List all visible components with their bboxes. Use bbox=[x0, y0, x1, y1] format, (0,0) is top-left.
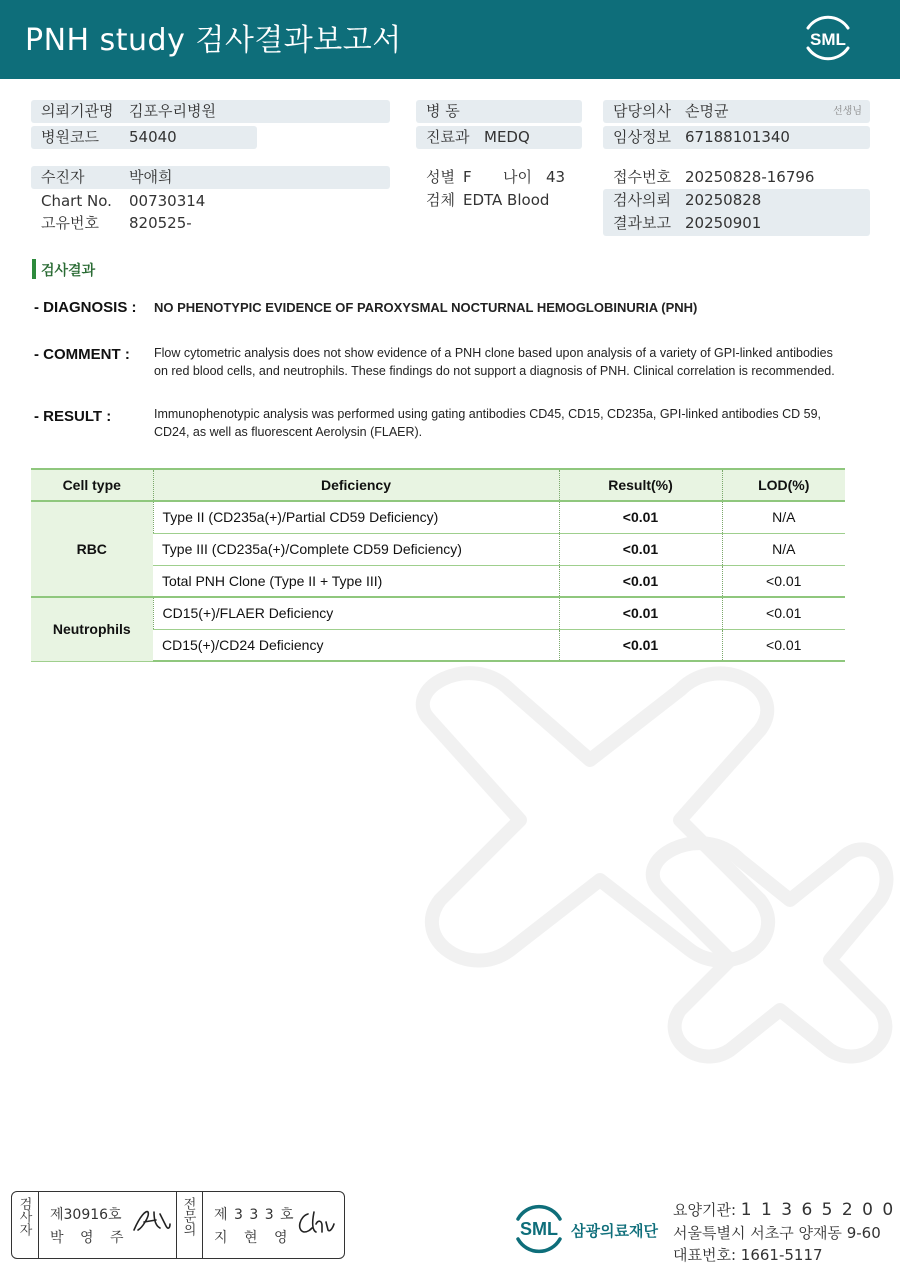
sex-value: F bbox=[463, 168, 472, 186]
specimen-value: EDTA Blood bbox=[463, 191, 550, 209]
institution-code-label: 요양기관: bbox=[673, 1201, 737, 1219]
patient-field bbox=[31, 166, 390, 189]
lod-cell: <0.01 bbox=[722, 597, 845, 629]
deficiency-cell: Total PNH Clone (Type II + Type III) bbox=[153, 565, 559, 597]
svg-text:SML: SML bbox=[520, 1219, 558, 1239]
divider bbox=[176, 1192, 177, 1258]
result-cell: <0.01 bbox=[559, 501, 722, 533]
results-table bbox=[31, 468, 845, 662]
doctor-suffix: 선생님 bbox=[833, 106, 862, 117]
table-row bbox=[31, 565, 845, 597]
requesting-institution-field bbox=[31, 100, 390, 123]
sex-label: 성별 bbox=[426, 168, 455, 186]
result-cell: <0.01 bbox=[559, 597, 722, 629]
svg-text:SML: SML bbox=[810, 30, 846, 49]
specialist-name: 지 현 영 bbox=[214, 1230, 294, 1246]
footer-address: 서울특별시 서초구 양재동 9-60 bbox=[673, 1224, 881, 1242]
result-report-value: 20250901 bbox=[685, 214, 762, 232]
unique-no-value: 820525- bbox=[129, 214, 192, 232]
signature-box bbox=[11, 1191, 345, 1259]
cell-type-rbc: RBC bbox=[31, 501, 153, 597]
chart-no-field bbox=[31, 190, 390, 213]
header-deficiency: Deficiency bbox=[153, 469, 559, 501]
clinical-info-field bbox=[603, 126, 870, 149]
chart-no-value: 00730314 bbox=[129, 192, 206, 210]
result-cell: <0.01 bbox=[559, 565, 722, 597]
divider bbox=[202, 1192, 203, 1258]
unique-no-field bbox=[31, 212, 390, 235]
diagnosis-text: NO PHENOTYPIC EVIDENCE OF PAROXYSMAL NOCTURNAL HEMOGLOBINURIA (PNH) bbox=[154, 300, 698, 315]
patient-value: 박애희 bbox=[129, 168, 173, 186]
hospital-code-label: 병원코드 bbox=[41, 128, 99, 146]
test-request-label: 검사의뢰 bbox=[613, 191, 671, 209]
table-header-row bbox=[31, 469, 845, 501]
deficiency-cell: CD15(+)/CD24 Deficiency bbox=[153, 629, 559, 661]
result-label: - RESULT : bbox=[34, 408, 112, 425]
sex-age-field bbox=[416, 166, 582, 189]
doctor-value: 손명균 bbox=[685, 102, 729, 120]
header-cell-type: Cell type bbox=[31, 469, 153, 501]
examiner-label bbox=[14, 1197, 34, 1242]
watermark-icon bbox=[360, 650, 900, 1080]
patient-label: 수진자 bbox=[41, 168, 85, 186]
hospital-code-field bbox=[31, 126, 257, 149]
table-row bbox=[31, 501, 845, 533]
lod-cell: N/A bbox=[722, 501, 845, 533]
report-header bbox=[0, 0, 900, 79]
lod-cell: N/A bbox=[722, 533, 845, 565]
receipt-no-label: 접수번호 bbox=[613, 168, 671, 186]
specialist-label bbox=[178, 1197, 198, 1242]
header-lod: LOD(%) bbox=[722, 469, 845, 501]
header-result: Result(%) bbox=[559, 469, 722, 501]
sml-footer-logo-icon bbox=[510, 1199, 568, 1257]
unique-no-label: 고유번호 bbox=[41, 214, 99, 232]
department-label: 진료과 bbox=[426, 128, 470, 146]
doctor-label: 담당의사 bbox=[613, 102, 671, 120]
lod-cell: <0.01 bbox=[722, 565, 845, 597]
clinical-info-label: 임상정보 bbox=[613, 128, 671, 146]
comment-text: Flow cytometric analysis does not show evidence of a PNH clone based upon analysis of a variety of GPI-linked antibodies on red blood cells, and neutrophils. These findings do not support a diagnosis of PNH. Clinical correlation is recommended. bbox=[154, 346, 835, 378]
lod-cell: <0.01 bbox=[722, 629, 845, 661]
age-value: 43 bbox=[546, 168, 566, 186]
footer-org-name: 삼광의료재단 bbox=[571, 1222, 658, 1240]
hospital-code-value: 54040 bbox=[129, 128, 177, 146]
examiner-label-text: 검사자 bbox=[16, 1197, 32, 1236]
divider bbox=[38, 1192, 39, 1258]
phone-value: 1661-5117 bbox=[740, 1246, 823, 1264]
request-report-field bbox=[603, 189, 870, 236]
section-title: 검사결과 bbox=[41, 263, 96, 279]
receipt-no-field bbox=[603, 166, 870, 189]
examiner-signature-icon bbox=[130, 1206, 172, 1236]
specimen-field bbox=[416, 189, 582, 212]
deficiency-cell: Type III (CD235a(+)/Complete CD59 Deficiency) bbox=[153, 533, 559, 565]
institution-code-line bbox=[673, 1199, 895, 1220]
department-value: MEDQ bbox=[484, 128, 530, 146]
test-request-value: 20250828 bbox=[685, 191, 762, 209]
report-title: PNH study 검사결과보고서 bbox=[25, 23, 402, 58]
clinical-info-value: 67188101340 bbox=[685, 128, 790, 146]
phone-label: 대표번호: bbox=[673, 1246, 737, 1264]
requesting-institution-value: 김포우리병원 bbox=[129, 102, 216, 120]
requesting-institution-label: 의뢰기관명 bbox=[41, 102, 114, 120]
phone-line bbox=[673, 1244, 823, 1265]
chart-no-label: Chart No. bbox=[41, 192, 112, 210]
result-text: Immunophenotypic analysis was performed using gating antibodies CD45, CD15, CD235a, GPI-linked antibodies CD 59, CD24, as well as fluorescent Aerolysin (FLAER). bbox=[154, 407, 822, 439]
specialist-signature-icon bbox=[294, 1208, 336, 1238]
diagnosis-label: - DIAGNOSIS : bbox=[34, 299, 137, 316]
sml-logo-icon bbox=[800, 10, 856, 66]
comment-label: - COMMENT : bbox=[34, 346, 130, 363]
examiner-name: 박 영 주 bbox=[50, 1230, 130, 1246]
specimen-label: 검체 bbox=[426, 191, 455, 209]
age-label: 나이 bbox=[503, 168, 532, 186]
doctor-field bbox=[603, 100, 870, 123]
table-row bbox=[31, 533, 845, 565]
ward-label: 병 동 bbox=[426, 102, 460, 120]
deficiency-cell: Type II (CD235a(+)/Partial CD59 Deficiency) bbox=[153, 501, 559, 533]
specialist-label-text: 전문의 bbox=[180, 1197, 196, 1236]
result-report-label: 결과보고 bbox=[613, 214, 671, 232]
cell-type-neutrophils: Neutrophils bbox=[31, 597, 153, 661]
specialist-license-no: 제 3 3 3 호 bbox=[214, 1207, 295, 1223]
result-cell: <0.01 bbox=[559, 533, 722, 565]
result-cell: <0.01 bbox=[559, 629, 722, 661]
deficiency-cell: CD15(+)/FLAER Deficiency bbox=[153, 597, 559, 629]
institution-code-value: 1 1 3 6 5 2 0 0 bbox=[740, 1200, 896, 1220]
table-row bbox=[31, 597, 845, 629]
ward-field bbox=[416, 100, 582, 123]
examiner-license-no: 제30916호 bbox=[50, 1207, 122, 1223]
department-field bbox=[416, 126, 582, 149]
receipt-no-value: 20250828-16796 bbox=[685, 168, 815, 186]
section-marker bbox=[32, 259, 36, 279]
